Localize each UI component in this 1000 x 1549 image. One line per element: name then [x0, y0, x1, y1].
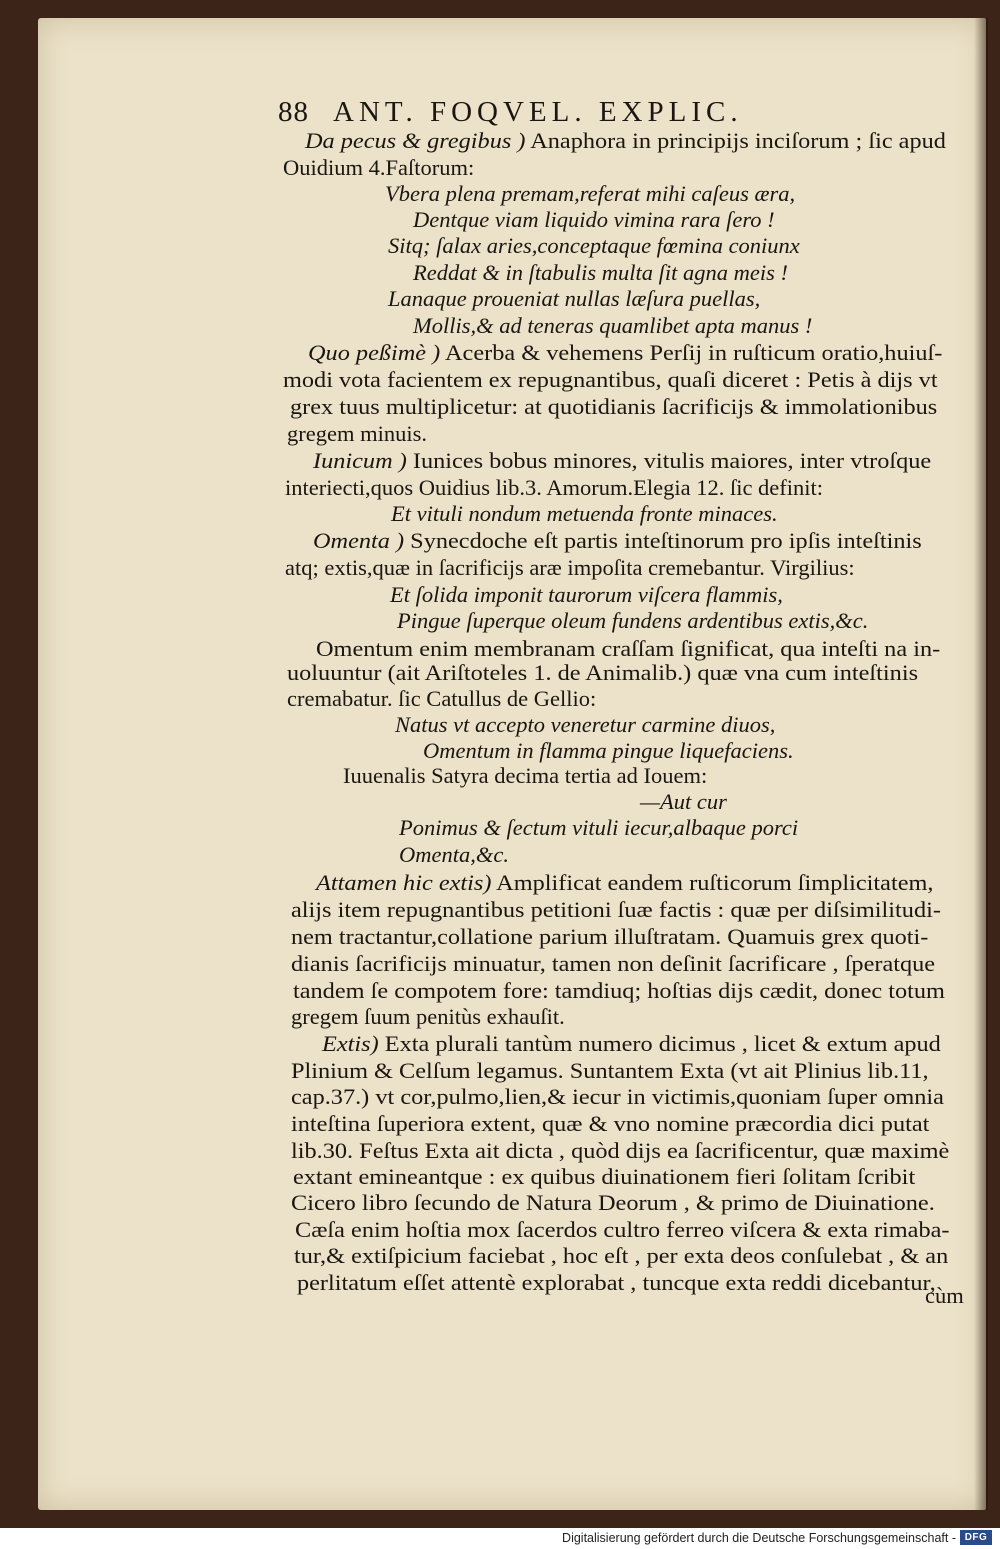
verse-text: Omenta,&c.	[399, 842, 509, 867]
commentary-text: tandem ſe compotem fore: tamdiuq; hoſtias dijs cædit, donec totum	[293, 978, 945, 1003]
verse-line	[388, 233, 800, 259]
text-line	[290, 394, 937, 420]
lemma: Da pecus & gregibus )	[305, 128, 526, 153]
commentary-text: Amplificat eandem ruſticorum ſimplicitatem,	[491, 870, 934, 895]
text-line	[294, 1243, 948, 1269]
commentary-text: cremabatur. ſic Catullus de Gellio:	[287, 686, 597, 711]
lemma: Iunicum )	[313, 448, 407, 473]
text-line	[297, 1270, 936, 1296]
dfg-logo: DFG	[960, 1530, 992, 1545]
commentary-text: alijs item repugnantibus petitioni ſuæ factis : quæ per diſsimilitudi-	[291, 897, 941, 922]
verse-text: Pingue ſuperque oleum fundens ardentibus extis,&c.	[397, 608, 869, 633]
verse-line	[640, 789, 727, 815]
commentary-text: Iunices bobus minores, vitulis maiores, inter vtroſque	[406, 448, 932, 473]
text-line	[291, 1004, 565, 1030]
text-line	[285, 475, 823, 501]
text-line	[291, 951, 935, 977]
commentary-text: grex tuus multiplicetur: at quotidianis ſacrificijs & immolationibus	[290, 394, 938, 419]
lemma: Extis)	[322, 1031, 379, 1056]
text-line	[283, 155, 474, 181]
verse-line	[390, 582, 783, 608]
verse-text: Ponimus & ſectum vituli iecur,albaque porci	[399, 815, 799, 840]
verse-text: Dentque viam liquido vimina rara ſero !	[413, 207, 775, 232]
commentary-text: perlitatum eſſet attentè explorabat , tuncque exta reddi dicebantur,	[297, 1270, 936, 1295]
catchword: cùm	[925, 1283, 964, 1308]
text-line	[313, 528, 922, 554]
commentary-text: uoluuntur (ait Ariſtoteles 1. de Animalib.) quæ vna cum inteſtinis	[287, 660, 919, 685]
commentary-text: modi vota facientem ex repugnantibus, quaſi diceret : Petis à dijs vt	[283, 367, 938, 392]
digitization-footer	[0, 1528, 1000, 1549]
text-line	[316, 870, 933, 896]
commentary-text: Cæſa enim hoſtia mox ſacerdos cultro ferreo viſcera & exta rimaba-	[295, 1217, 950, 1242]
lemma: Quo peßimè )	[308, 340, 441, 365]
text-line	[287, 421, 427, 447]
commentary-text: nem tractantur,collatione parium illuſtratam. Quamuis grex quoti-	[291, 924, 929, 949]
commentary-text: cap.37.) vt cor,pulmo,lien,& iecur in victimis,quoniam ſuper omnia	[291, 1084, 944, 1109]
text-line	[291, 897, 941, 923]
running-head	[278, 96, 868, 129]
text-line	[291, 1111, 929, 1137]
text-line	[291, 924, 928, 950]
verse-line	[391, 501, 778, 527]
text-line	[287, 686, 596, 712]
commentary-text: lib.30. Feſtus Exta ait dicta , quòd dijs ea ſacrificentur, quæ maximè	[291, 1138, 950, 1163]
text-line	[283, 367, 938, 393]
lemma: Attamen hic extis)	[316, 870, 492, 895]
verse-line	[423, 738, 794, 764]
verse-text: Et ſolida imponit taurorum viſcera flammis,	[390, 582, 783, 607]
verse-text: Omentum in flamma pingue liquefaciens.	[423, 738, 794, 763]
text-line	[291, 1190, 935, 1216]
verse-text: Et vituli nondum metuenda fronte minaces.	[391, 501, 778, 526]
commentary-text: tur,& extiſpicium faciebat , hoc eſt , per exta deos conſulebat , & an	[294, 1243, 949, 1268]
commentary-text: atq; extis,quæ in ſacrificijs aræ impoſita cremebantur. Virgilius:	[285, 555, 855, 580]
page-number: 88	[278, 96, 309, 128]
commentary-text: extant emineantque : ex quibus diuinationem fieri ſolitam ſcribit	[293, 1164, 916, 1189]
verse-line	[385, 181, 795, 207]
verse-line	[413, 207, 775, 233]
text-line	[293, 978, 945, 1004]
text-line	[287, 660, 918, 686]
text-line	[305, 128, 946, 154]
verse-text: Vbera plena premam,referat mihi caſeus æra,	[385, 181, 796, 206]
verse-line	[397, 608, 868, 634]
verse-text: Sitq; ſalax aries,conceptaque fœmina coniunx	[388, 233, 800, 258]
lemma: Omenta )	[313, 528, 405, 553]
verse-text: Mollis,& ad teneras quamlibet apta manus !	[413, 313, 813, 338]
verse-text: Reddat & in ſtabulis multa ſit agna meis !	[413, 260, 788, 285]
verse-line	[413, 260, 788, 286]
text-line	[295, 1217, 950, 1243]
text-line	[291, 1138, 949, 1164]
verse-line	[399, 842, 509, 868]
verse-text: —Aut cur	[640, 789, 727, 814]
verse-line	[395, 712, 775, 738]
text-line	[293, 1164, 915, 1190]
commentary-text: Synecdoche eſt partis inteſtinorum pro ipſis inteſtinis	[404, 528, 922, 553]
commentary-text: Iuuenalis Satyra decima tertia ad Iouem:	[343, 763, 708, 788]
verse-line	[413, 313, 812, 339]
text-line	[285, 555, 855, 581]
text-line	[291, 1084, 944, 1110]
commentary-text: interiecti,quos Ouidius lib.3. Amorum.Elegia 12. ſic definit:	[285, 475, 824, 500]
verse-line	[399, 815, 798, 841]
commentary-text: Plinium & Celſum legamus. Suntantem Exta (vt ait Plinius lib.11,	[291, 1058, 929, 1083]
commentary-text: Omentum enim membranam craſſam ſignificat, qua inteſti na in-	[316, 636, 941, 661]
verse-line	[388, 286, 760, 312]
commentary-text: Ouidium 4.Faſtorum:	[283, 155, 475, 180]
footer-credit: Digitalisierung gefördert durch die Deutsche Forschungsgemeinschaft -	[562, 1531, 956, 1545]
running-head-title: ANT. FOQVEL. EXPLIC.	[333, 96, 743, 128]
verse-text: Natus vt accepto veneretur carmine diuos,	[395, 712, 776, 737]
text-line	[343, 763, 707, 789]
commentary-text: dianis ſacrificijs minuatur, tamen non deſinit ſacrificare , ſperatque	[291, 951, 936, 976]
commentary-text: Cicero libro ſecundo de Natura Deorum , & primo de Diuinatione.	[291, 1190, 935, 1215]
commentary-text: gregem ſuum penitùs exhauſit.	[291, 1004, 565, 1029]
commentary-text: Anaphora in principijs inciſorum ; ſic apud	[525, 128, 946, 153]
commentary-text: inteſtina ſuperiora extent, quæ & vno nomine præcordia dici putat	[291, 1111, 930, 1136]
commentary-text: Acerba & vehemens Perſij in ruſticum oratio,huiuſ-	[440, 340, 943, 365]
text-line	[316, 636, 940, 662]
commentary-text: gregem minuis.	[287, 421, 427, 446]
text-line	[313, 448, 931, 474]
text-line	[291, 1058, 929, 1084]
text-line	[308, 340, 942, 366]
page-edge-shadow	[974, 18, 988, 1510]
commentary-text: Exta plurali tantùm numero dicimus , licet & extum apud	[378, 1031, 941, 1056]
verse-text: Lanaque proueniat nullas læſura puellas,	[388, 286, 761, 311]
text-line	[322, 1031, 941, 1057]
